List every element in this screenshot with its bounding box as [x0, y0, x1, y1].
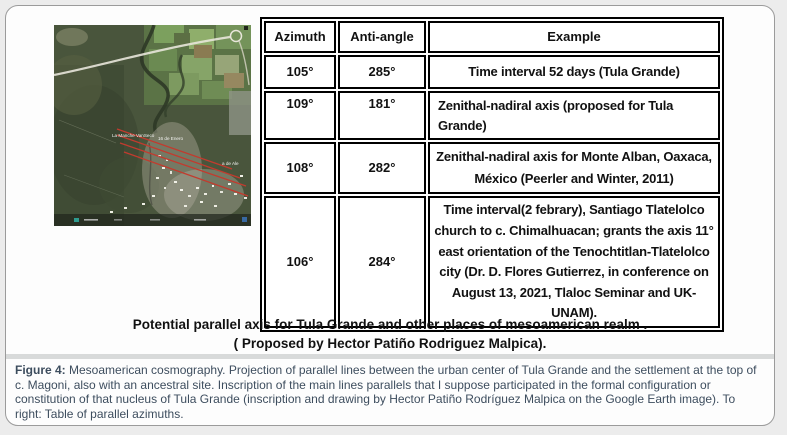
figure-subtitle-line2: ( Proposed by Hector Patiño Rodriguez Malpica). [233, 336, 547, 351]
figure-subtitle-line1: Potential parallel axis for Tula Grande and other places of mesoamerican realm . [132, 317, 648, 332]
header-anti-angle: Anti-angle [338, 21, 426, 53]
map-clearing [56, 28, 88, 46]
table-row [264, 55, 720, 89]
figure-caption-divider [6, 354, 774, 359]
figure-card [5, 5, 775, 426]
map-watermark-strip [54, 214, 251, 226]
map-label: a de Ale [222, 161, 239, 166]
map-label: La Manche VanSeco [112, 133, 155, 138]
example-cell: Zenithal-nadiral axis (proposed for Tula Grande) [428, 91, 720, 140]
figure-caption-label: Figure 4: [15, 363, 66, 377]
azimuth-cell: 108° [264, 142, 336, 194]
map-marker [244, 26, 248, 30]
header-azimuth: Azimuth [264, 21, 336, 53]
anti-angle-cell: 285° [338, 55, 426, 89]
example-cell: Time interval(2 febrary), Santiago Tlatelolco church to c. Chimalhuacan; grants the axis 11° east orientation of the Tenochtitlan-Tlatelolco city (Dr. D. Flores Gutierrez, in conference on August 13, 2021, Tlaloc Seminar and UK- UNAM). [428, 196, 720, 327]
header-example: Example [428, 21, 720, 53]
example-cell: Time interval 52 days (Tula Grande) [428, 55, 720, 89]
figure-subtitle [6, 315, 774, 353]
table-row [264, 91, 720, 140]
example-cell: Zenithal-nadiral axis for Monte Alban, Oaxaca, México (Peerler and Winter, 2011) [428, 142, 720, 194]
azimuth-table [260, 17, 724, 332]
anti-angle-cell: 284° [338, 196, 426, 327]
figure-caption-text: Mesoamerican cosmography. Projection of parallel lines between the urban center of Tula Grande and the settlement at the top of c. Magoni, also with an ancestral site. Inscription of the main lines parallels that I suppose participated in the formal configuration or constitution of that nucleus of Tula Grande (inscription and drawing by Hector Patiño Rodríguez Malpica on the Google Earth image). To right: Table of parallel azimuths. [15, 363, 757, 421]
table-header-row [264, 21, 720, 53]
azimuth-cell: 105° [264, 55, 336, 89]
satellite-svg [54, 25, 251, 226]
azimuth-cell: 109° [264, 91, 336, 140]
anti-angle-cell: 181° [338, 91, 426, 140]
azimuth-cell: 106° [264, 196, 336, 327]
satellite-image [54, 25, 251, 226]
figure-caption [15, 363, 758, 421]
table-row [264, 196, 720, 327]
anti-angle-cell: 282° [338, 142, 426, 194]
map-label: 16 de Enero [158, 136, 184, 141]
table-row [264, 142, 720, 194]
